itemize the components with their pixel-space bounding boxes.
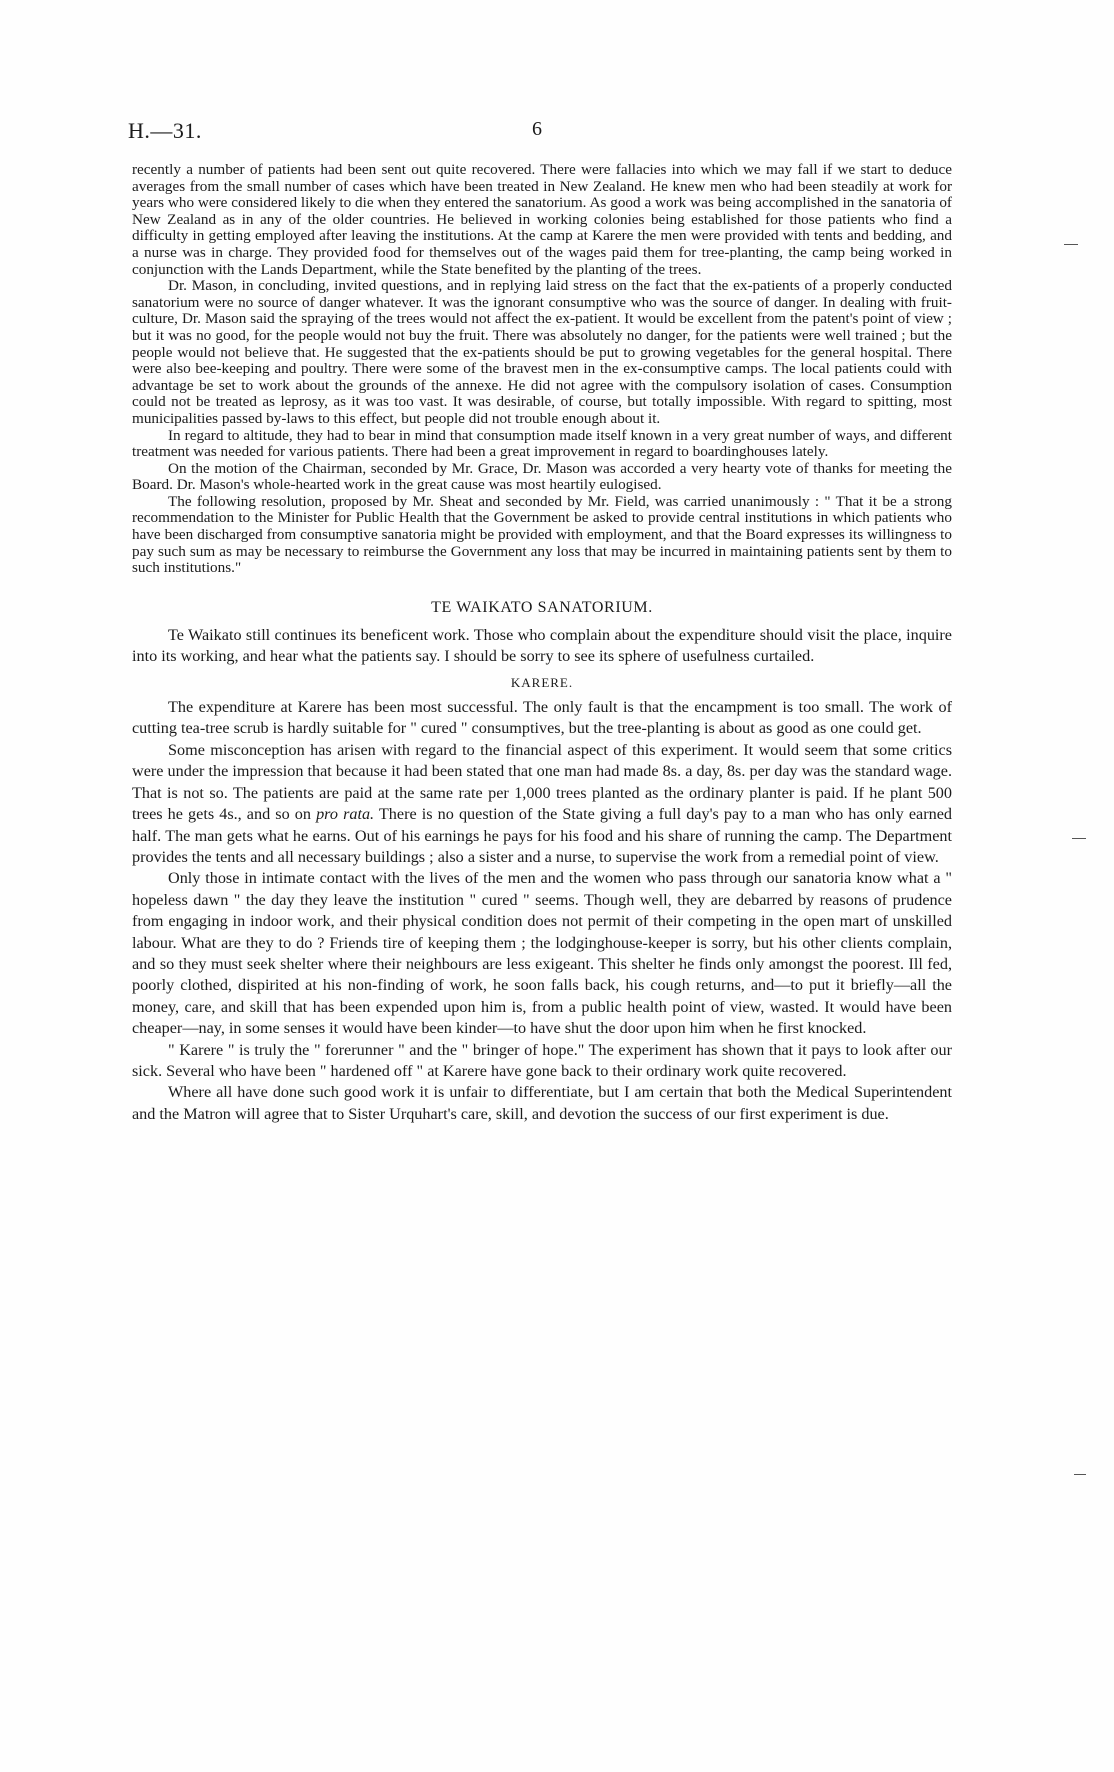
margin-mark (1072, 838, 1086, 839)
paragraph (132, 740, 952, 868)
meeting-report-section (132, 162, 952, 577)
paragraph: Only those in intimate contact with the lives of the men and the women who pass through our sanatoria know what a " hopeless dawn " the day they leave the institution " cured " seems. Though well, they are debarred by reasons of prudence from engaging in indoor work, and their physical condition does not permit of their competing in the open mart of unskilled labour. What are they to do ? Friends tire of keeping them ; the lodginghouse-keeper is sorry, but his other clients complain, and so they must seek shelter where their neighbours are less exigeant. This shelter he finds only amongst the poorest. Ill fed, poorly clothed, dispirited at his non-finding of work, he soon falls back, his cough returns, and—to put it briefly—all the money, care, and skill that has been expended upon him is, from a public health point of view, wasted. It would have been cheaper—nay, in some senses it would have been kinder—to have shut the door upon him when he first knocked. (132, 869, 952, 1038)
paragraph: Where all have done such good work it is unfair to differentiate, but I am certain that both the Medical Superintendent and the Matron will agree that to Sister Urquhart's care, skill, and devotion the success of our first experiment is due. (132, 1083, 952, 1123)
page-content (132, 162, 952, 1125)
page-number: 6 (532, 118, 542, 140)
document-code: H.—31. (128, 118, 202, 143)
resolution-paragraph: The following resolution, proposed by Mr. Sheat and seconded by Mr. Field, was carried unanimously : " That it be a strong recommendation to the Minister for Public Health that the Government be asked to provide central institutions in which patients who have been discharged from consumptive sanatoria might be provided with employment, and that the Board expresses its willingness to pay such sum as may be necessary to reimburse the Government any loss that may be incurred in maintaining patients sent by them to such institutions." (132, 492, 952, 577)
page-header (128, 118, 944, 154)
margin-mark (1074, 1474, 1086, 1475)
paragraph-text: There is no question of the State giving a full day's pay to a man who has only earned half. The man gets what he earns. Out of his earnings he pays for his food and his share of running the camp. The Department provides the tents and all necessary buildings ; also a sister and a nurse, to supervise the work from a remedial point of view. (132, 805, 952, 866)
italic-phrase: pro rata. (316, 805, 375, 824)
margin-mark (1064, 244, 1078, 245)
paragraph-text: Some misconception has arisen with regard to the financial aspect of this experiment. It would seem that some critics were under the impression that because it had been stated that one man had made 8s. a day, 8s. per day was the standard wage. That is not so. The patients are paid at the same rate per 1,000 trees planted as the ordinary planter is paid. If he plant 500 trees he gets 4s., and so on (132, 740, 952, 824)
paragraph: The expenditure at Karere has been most successful. The only fault is that the encampment is too small. The work of cutting tea-tree scrub is hardly suitable for " cured " consumptives, but the tree-planting is about as good as one could get. (132, 698, 952, 738)
section-intro: Te Waikato still continues its beneficent work. Those who complain about the expenditure should visit the place, inquire into its working, and hear what the patients say. I should be sorry to see its sphere of usefulness curtailed. (132, 625, 952, 666)
section-heading: TE WAIKATO SANATORIUM. (431, 598, 653, 616)
sanatorium-section (132, 625, 952, 1125)
paragraph: In regard to altitude, they had to bear in mind that consumption made itself known in a very great number of ways, and different treatment was needed for various patients. There had been a great improvement in regard to boardinghouses lately. (132, 426, 952, 461)
sub-heading: KARERE. (510, 674, 574, 690)
paragraph: recently a number of patients had been sent out quite recovered. There were fallacies into which we may fall if we start to deduce averages from the small number of cases which have been treated in New Zealand. He knew men who had been steadily at work for years who were considered likely to die when they entered the sanatorium. As good a work was being accomplished in the sanatoria of New Zealand as in any of the older countries. He believed in working colonies being established for those patients who find a difficulty in getting employed after leaving the institutions. At the camp at Karere the men were provided with tents and bedding, and a nurse was in charge. They provided food for themselves out of the wages paid them for tree-planting, the camp being worked in conjunction with the Lands Department, while the State benefited by the planting of the trees. (132, 161, 952, 278)
paragraph: On the motion of the Chairman, seconded by Mr. Grace, Dr. Mason was accorded a very hearty vote of thanks for meeting the Board. Dr. Mason's whole-hearted work in the great cause was most heartily eulogised. (132, 459, 952, 494)
paragraph: Dr. Mason, in concluding, invited questions, and in replying laid stress on the fact that the ex-patients of a properly conducted sanatorium were no source of danger whatever. It was the ignorant consumptive who was the source of danger. In dealing with fruit-culture, Dr. Mason said the spraying of the trees would not affect the ex-patient. It would be excellent from the patent's point of view ; but it was no good, for the people would not buy the fruit. There was absolutely no danger, for the patients were well trained ; but the people would not believe that. He suggested that the ex-patients should be put to growing vegetables for the general hospital. There were also bee-keeping and poultry. There were some of the bravest men in the ex-consumptive camps. The local patients could with advantage be set to work about the grounds of the annexe. He did not agree with the compulsory isolation of cases. Consumption could not be treated as leprosy, as it was too vast. It was desirable, of course, but totally impossible. With regard to spitting, most municipalities passed by-laws to this effect, but people did not trouble enough about it. (132, 277, 952, 427)
paragraph: " Karere " is truly the " forerunner " and the " bringer of hope." The experiment has shown that it pays to look after our sick. Several who have been " hardened off " at Karere have gone back to their ordinary work quite recovered. (132, 1040, 952, 1080)
